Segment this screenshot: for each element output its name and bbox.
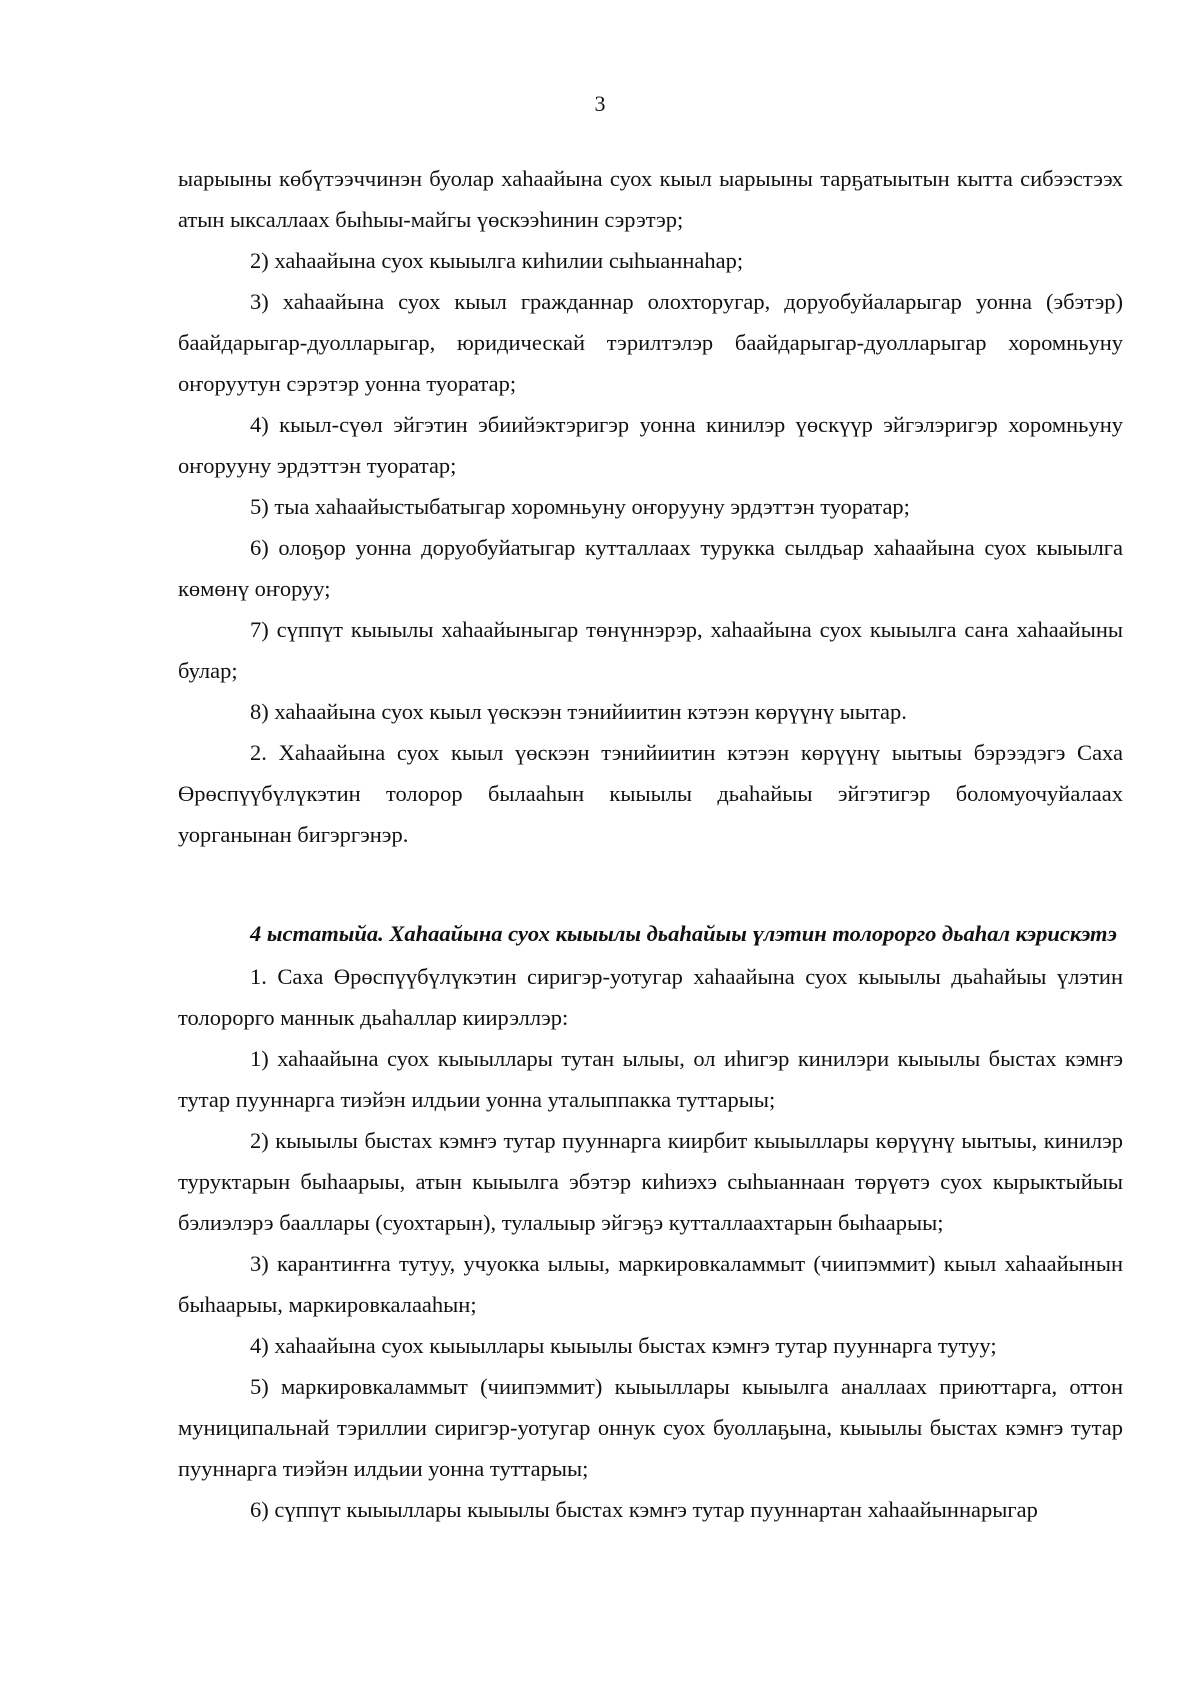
list-item: 8) хаһаайына суох кыыл үөскээн тэнийиитин кэтээн көрүүнү ыытар.	[250, 699, 907, 724]
article-heading: 4 ыстатыйа. Хаһаайына суох кыыылы дьаһайыы үлэтин толорорго дьаһал кэрискэтэ	[250, 921, 1117, 946]
paragraph: 2. Хаһаайына суох кыыл үөскээн тэнийиитин кэтээн көрүүнү ыытыы бэрээдэгэ Саха Өрөспүүбүлүкэтин толорор былааһын кыыылы дьаһайыы эйгэтигэр боломуочуйалаах уорганынан бигэргэнэр.	[178, 740, 1123, 847]
list-item: 1) хаһаайына суох кыыыллары тутан ылыы, ол иһигэр кинилэри кыыылы быстах кэмҥэ тутар пууннарга тиэйэн илдьии уонна уталыппакка туттарыы;	[178, 1046, 1123, 1112]
list-item: 3) карантиҥҥа тутуу, учуокка ылыы, маркировкаламмыт (чиипэммит) кыыл хаһаайынын быһаарыы, маркировкалааһын;	[178, 1251, 1123, 1317]
list-item: 4) кыыл-сүөл эйгэтин эбиийэктэригэр уонна кинилэр үөскүүр эйгэлэригэр хоромньуну оҥорууну эрдэттэн туоратар;	[178, 412, 1123, 478]
body-text	[178, 158, 1123, 1530]
list-item: 4) хаһаайына суох кыыыллары кыыылы быстах кэмҥэ тутар пууннарга тутуу;	[250, 1333, 997, 1358]
list-item: 2) хаһаайына суох кыыылга киһилии сыһыаннаһар;	[250, 248, 744, 273]
list-item: 7) сүппүт кыыылы хаһаайыныгар төнүннэрэр, хаһаайына суох кыыылга саҥа хаһаайыны булар;	[178, 617, 1123, 683]
list-item: 6) олоҕор уонна доруобуйатыгар кутталлаах турукка сылдьар хаһаайына суох кыыылга көмөнү оҥоруу;	[178, 535, 1123, 601]
list-item: 5) маркировкаламмыт (чиипэммит) кыыыллары кыыылга аналлаах приюттарга, оттон муниципальнай тэриллии сиригэр-уотугар оннук суох буоллаҕына, кыыылы быстах кэмҥэ тутар пууннарга тиэйэн илдьии уонна туттарыы;	[178, 1374, 1123, 1481]
list-item: 2) кыыылы быстах кэмҥэ тутар пууннарга киирбит кыыыллары көрүүнү ыытыы, кинилэр туруктарын быһаарыы, атын кыыылга эбэтэр киһиэхэ сыһыаннаан төрүөтэ суох кырыктыйыы бэлиэлэрэ бааллары (суохтарын), тулалыыр эйгэҕэ кутталлаахтарын быһаарыы;	[178, 1128, 1123, 1235]
paragraph: 1. Саха Өрөспүүбүлүкэтин сиригэр-уотугар хаһаайына суох кыыылы дьаһайыы үлэтин толорорго маннык дьаһаллар киирэллэр:	[178, 964, 1123, 1030]
list-item: 6) сүппүт кыыыллары кыыылы быстах кэмҥэ тутар пууннартан хаһаайыннарыгар	[250, 1497, 1038, 1522]
list-item: 3) хаһаайына суох кыыл гражданнар олохторугар, доруобуйаларыгар уонна (эбэтэр) баайдарыгар-дуолларыгар, юридическай тэрилтэлэр баайдарыгар-дуолларыгар хоромньуну оҥоруутун сэрэтэр уонна туоратар;	[178, 289, 1123, 396]
list-item: 5) тыа хаһаайыстыбатыгар хоромньуну оҥорууну эрдэттэн туоратар;	[250, 494, 910, 519]
page-number: 3	[594, 91, 606, 116]
paragraph: ыарыыны көбүтээччинэн буолар хаһаайына суох кыыл ыарыыны тарҕатыытын кытта сибээстээх атын ыксаллаах быһыы-майгы үөскээһинин сэрэтэр;	[178, 166, 1123, 232]
